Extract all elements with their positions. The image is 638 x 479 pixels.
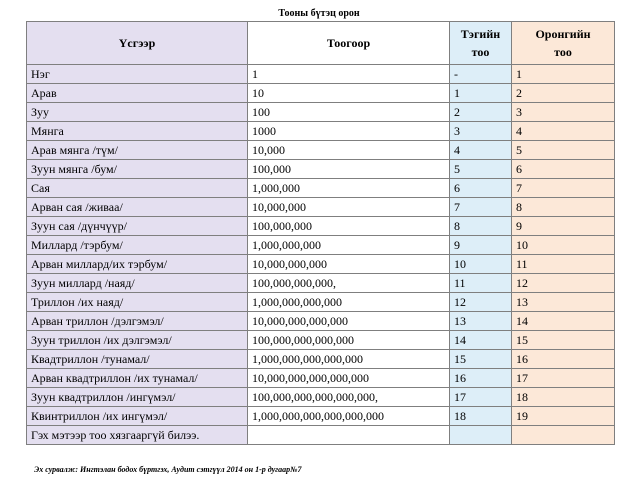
cell-zeros: 11 (450, 274, 512, 293)
cell-zeros: 9 (450, 236, 512, 255)
table-row (27, 122, 615, 141)
cell-value: 10,000,000,000 (248, 255, 450, 274)
cell-name: Арван миллард/их тэрбум/ (27, 255, 248, 274)
header-zeros-line2: тоо (471, 45, 490, 59)
cell-value: 100,000 (248, 160, 450, 179)
cell-name: Гэх мэтээр тоо хязгааргүй билээ. (27, 426, 248, 445)
cell-zeros: 17 (450, 388, 512, 407)
cell-value: 100 (248, 103, 450, 122)
cell-digits: 12 (512, 274, 615, 293)
table-row (27, 141, 615, 160)
table-row (27, 407, 615, 426)
cell-name: Квинтриллон /их ингүмэл/ (27, 407, 248, 426)
cell-name: Арван квадтриллон /их тунамал/ (27, 369, 248, 388)
cell-digits: 3 (512, 103, 615, 122)
cell-zeros: 10 (450, 255, 512, 274)
table-row (27, 388, 615, 407)
cell-zeros: 3 (450, 122, 512, 141)
cell-name: Нэг (27, 65, 248, 84)
cell-value: 10,000,000,000,000,000 (248, 369, 450, 388)
cell-value: 10,000 (248, 141, 450, 160)
table-row (27, 369, 615, 388)
cell-digits: 6 (512, 160, 615, 179)
cell-digits: 14 (512, 312, 615, 331)
cell-zeros: 2 (450, 103, 512, 122)
table-row (27, 331, 615, 350)
cell-digits: 9 (512, 217, 615, 236)
cell-digits: 10 (512, 236, 615, 255)
cell-digits: 4 (512, 122, 615, 141)
header-row (27, 22, 615, 65)
source-note: Эх сурвалж: Ингтэлан бодох бүртгэх, Аудит сэтгүүл 2014 он 1-р дугаар№7 (34, 465, 302, 474)
table-row (27, 312, 615, 331)
table-body (27, 65, 615, 445)
table-row (27, 255, 615, 274)
cell-zeros: 7 (450, 198, 512, 217)
cell-zeros: 5 (450, 160, 512, 179)
cell-name: Зуун сая /дүнчүүр/ (27, 217, 248, 236)
table-row (27, 350, 615, 369)
cell-value: 1 (248, 65, 450, 84)
header-name: Үсгээр (27, 22, 248, 65)
cell-digits: 18 (512, 388, 615, 407)
cell-value: 10 (248, 84, 450, 103)
table-row (27, 198, 615, 217)
cell-value (248, 426, 450, 445)
cell-zeros: 15 (450, 350, 512, 369)
cell-value: 10,000,000 (248, 198, 450, 217)
cell-zeros: 1 (450, 84, 512, 103)
cell-digits: 7 (512, 179, 615, 198)
header-digits-line2: тоо (554, 45, 572, 59)
cell-name: Арав (27, 84, 248, 103)
cell-value: 1,000,000,000,000 (248, 293, 450, 312)
cell-digits (512, 426, 615, 445)
cell-name: Миллард /тэрбум/ (27, 236, 248, 255)
cell-digits: 5 (512, 141, 615, 160)
cell-digits: 8 (512, 198, 615, 217)
cell-value: 100,000,000,000,000 (248, 331, 450, 350)
header-digits-line1: Оронгийн (535, 27, 591, 41)
cell-digits: 16 (512, 350, 615, 369)
cell-digits: 2 (512, 84, 615, 103)
table-row (27, 160, 615, 179)
cell-name: Сая (27, 179, 248, 198)
cell-zeros: 18 (450, 407, 512, 426)
cell-name: Зуун мянга /бум/ (27, 160, 248, 179)
table-title: Тооны бүтэц орон (278, 8, 360, 19)
cell-name: Зуу (27, 103, 248, 122)
cell-value: 100,000,000,000,000,000, (248, 388, 450, 407)
cell-name: Арав мянга /түм/ (27, 141, 248, 160)
table-row (27, 84, 615, 103)
table-row (27, 65, 615, 84)
cell-zeros: 16 (450, 369, 512, 388)
cell-name: Зуун квадтриллон /ингүмэл/ (27, 388, 248, 407)
table-row (27, 236, 615, 255)
cell-digits: 13 (512, 293, 615, 312)
cell-zeros: 14 (450, 331, 512, 350)
cell-zeros (450, 426, 512, 445)
cell-value: 1000 (248, 122, 450, 141)
cell-zeros: 4 (450, 141, 512, 160)
header-zeros-line1: Тэгийн (460, 27, 501, 41)
cell-digits: 17 (512, 369, 615, 388)
cell-zeros: - (450, 65, 512, 84)
cell-zeros: 13 (450, 312, 512, 331)
table-row (27, 426, 615, 445)
cell-name: Зуун миллард /наяд/ (27, 274, 248, 293)
number-names-table (26, 21, 615, 445)
cell-zeros: 8 (450, 217, 512, 236)
header-digits (512, 22, 615, 65)
table-row (27, 274, 615, 293)
table-row (27, 293, 615, 312)
cell-name: Арван триллон /дэлгэмэл/ (27, 312, 248, 331)
cell-digits: 19 (512, 407, 615, 426)
cell-digits: 15 (512, 331, 615, 350)
table-row (27, 217, 615, 236)
cell-value: 1,000,000,000 (248, 236, 450, 255)
cell-name: Зуун триллон /их дэлгэмэл/ (27, 331, 248, 350)
cell-value: 1,000,000 (248, 179, 450, 198)
cell-zeros: 12 (450, 293, 512, 312)
cell-zeros: 6 (450, 179, 512, 198)
cell-name: Квадтриллон /тунамал/ (27, 350, 248, 369)
cell-name: Триллон /их наяд/ (27, 293, 248, 312)
table-row (27, 179, 615, 198)
cell-value: 1,000,000,000,000,000,000 (248, 407, 450, 426)
cell-digits: 11 (512, 255, 615, 274)
cell-value: 100,000,000,000, (248, 274, 450, 293)
cell-value: 1,000,000,000,000,000 (248, 350, 450, 369)
header-zeros (450, 22, 512, 65)
table-row (27, 103, 615, 122)
cell-value: 10,000,000,000,000 (248, 312, 450, 331)
header-value: Тоогоор (248, 22, 450, 65)
cell-value: 100,000,000 (248, 217, 450, 236)
cell-name: Мянга (27, 122, 248, 141)
cell-name: Арван сая /живаа/ (27, 198, 248, 217)
cell-digits: 1 (512, 65, 615, 84)
